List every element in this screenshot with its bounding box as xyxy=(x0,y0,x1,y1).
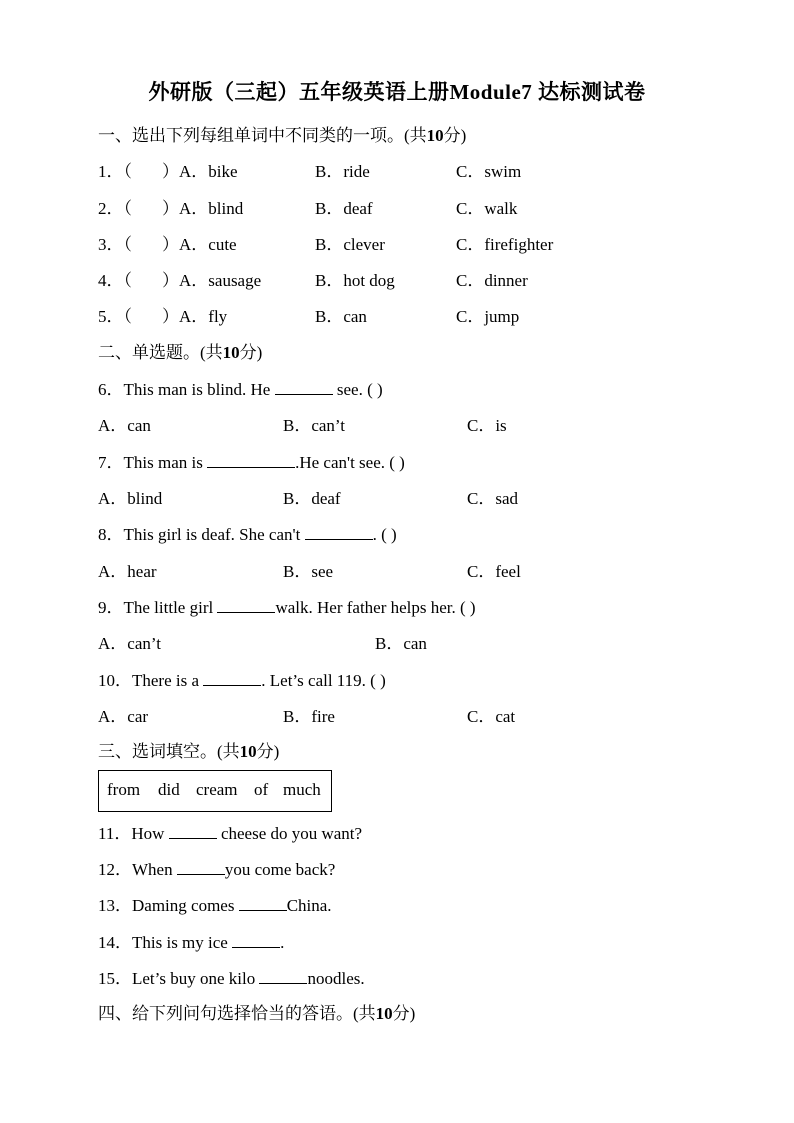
word-bank-word: cream xyxy=(196,780,238,799)
option-a: ）A．cute xyxy=(162,235,237,254)
option-b: B．deaf xyxy=(283,489,341,508)
question-number: 3．（ xyxy=(98,235,132,254)
answer-blank[interactable] xyxy=(305,525,373,540)
question-15 xyxy=(98,964,365,989)
question-14 xyxy=(98,928,284,953)
section-1-points: 10 xyxy=(426,126,444,145)
question-number: 1．（ xyxy=(98,162,132,181)
stem-text: see. ( ) xyxy=(336,380,383,399)
stem-text: 8．This girl is deaf. She can't xyxy=(98,525,301,544)
stem-text: 14．This is my ice xyxy=(98,933,228,952)
option-b: B．deaf xyxy=(315,199,373,218)
option-b: B．see xyxy=(283,562,334,581)
option-b: B．hot dog xyxy=(315,271,395,290)
question-13 xyxy=(98,891,332,916)
section-3-label: 三、选词填空。(共 xyxy=(98,742,240,761)
question-9-stem xyxy=(98,593,476,618)
section-2-unit: 分) xyxy=(239,343,263,362)
option-c: C．swim xyxy=(456,162,522,181)
stem-text: 6．This man is blind. He xyxy=(98,380,271,399)
section-1-label: 一、选出下列每组单词中不同类的一项。(共 xyxy=(98,126,427,145)
question-10-stem xyxy=(98,666,386,691)
section-2-label: 二、单选题。(共 xyxy=(98,343,223,362)
option-c: C．jump xyxy=(456,307,520,326)
answer-blank[interactable] xyxy=(275,380,333,395)
option-b: B．ride xyxy=(315,162,370,181)
question-number: 5．（ xyxy=(98,307,132,326)
section-4-label: 四、给下列问句选择恰当的答语。(共 xyxy=(98,1004,376,1023)
option-c: C．sad xyxy=(467,489,518,508)
section-1-heading xyxy=(98,121,466,146)
option-a: A．hear xyxy=(98,562,157,581)
option-a: ）A．blind xyxy=(162,199,244,218)
stem-text: 11．How xyxy=(98,824,165,843)
option-a: A．can xyxy=(98,416,151,435)
page-title: 外研版（三起）五年级英语上册Module7 达标测试卷 xyxy=(148,80,646,104)
stem-text: 7．This man is xyxy=(98,453,203,472)
stem-text: .He can't see. ( ) xyxy=(295,453,405,472)
option-c: C．dinner xyxy=(456,271,528,290)
option-a: A．blind xyxy=(98,489,163,508)
option-c: C．walk xyxy=(456,199,518,218)
stem-text: cheese do you want? xyxy=(220,824,363,843)
word-bank-box xyxy=(98,770,332,812)
answer-blank[interactable] xyxy=(239,896,287,911)
option-c: C．cat xyxy=(467,707,516,726)
word-bank-word: of xyxy=(254,780,269,799)
option-b: B．can’t xyxy=(283,416,346,435)
section-3-points: 10 xyxy=(239,742,257,761)
answer-blank[interactable] xyxy=(203,671,261,686)
answer-blank[interactable] xyxy=(259,969,307,984)
stem-text: you come back? xyxy=(224,860,336,879)
stem-text: 9．The little girl xyxy=(98,598,214,617)
option-b: B．can xyxy=(375,634,427,653)
answer-blank[interactable] xyxy=(169,824,217,839)
section-3-unit: 分) xyxy=(256,742,280,761)
question-6-stem xyxy=(98,375,383,400)
question-number: 2．（ xyxy=(98,199,132,218)
answer-blank[interactable] xyxy=(232,933,280,948)
option-c: C．firefighter xyxy=(456,235,554,254)
stem-text: 13．Daming comes xyxy=(98,896,235,915)
stem-text: . ( ) xyxy=(372,525,397,544)
stem-text: 12．When xyxy=(98,860,173,879)
word-bank-word: much xyxy=(283,780,321,799)
question-12 xyxy=(98,855,335,880)
option-c: C．is xyxy=(467,416,507,435)
stem-text: 15．Let’s buy one kilo xyxy=(98,969,256,988)
option-a: ）A．bike xyxy=(162,162,238,181)
section-4-unit: 分) xyxy=(392,1004,416,1023)
option-a: A．car xyxy=(98,707,149,726)
stem-text: China. xyxy=(286,896,332,915)
section-2-heading xyxy=(98,338,262,363)
stem-text: . xyxy=(280,933,285,952)
option-b: B．clever xyxy=(315,235,385,254)
stem-text: . Let’s call 119. ( ) xyxy=(261,671,386,690)
stem-text: noodles. xyxy=(307,969,365,988)
section-3-heading xyxy=(98,737,279,762)
option-a: ）A．sausage xyxy=(162,271,262,290)
option-b: B．can xyxy=(315,307,367,326)
section-2-points: 10 xyxy=(222,343,240,362)
question-8-stem xyxy=(98,520,397,545)
option-a: ）A．fly xyxy=(162,307,228,326)
section-4-points: 10 xyxy=(375,1004,393,1023)
option-a: A．can’t xyxy=(98,634,161,653)
stem-text: 10．There is a xyxy=(98,671,200,690)
word-bank-word: did xyxy=(158,780,180,799)
section-4-heading xyxy=(98,999,415,1024)
section-1-unit: 分) xyxy=(443,126,467,145)
answer-blank[interactable] xyxy=(217,598,275,613)
answer-blank[interactable] xyxy=(207,453,295,468)
word-bank-word: from xyxy=(107,780,141,799)
question-7-stem xyxy=(98,448,405,473)
question-11 xyxy=(98,819,362,844)
stem-text: walk. Her father helps her. ( ) xyxy=(275,598,476,617)
answer-blank[interactable] xyxy=(177,860,225,875)
option-b: B．fire xyxy=(283,707,335,726)
question-number: 4．（ xyxy=(98,271,132,290)
option-c: C．feel xyxy=(467,562,521,581)
